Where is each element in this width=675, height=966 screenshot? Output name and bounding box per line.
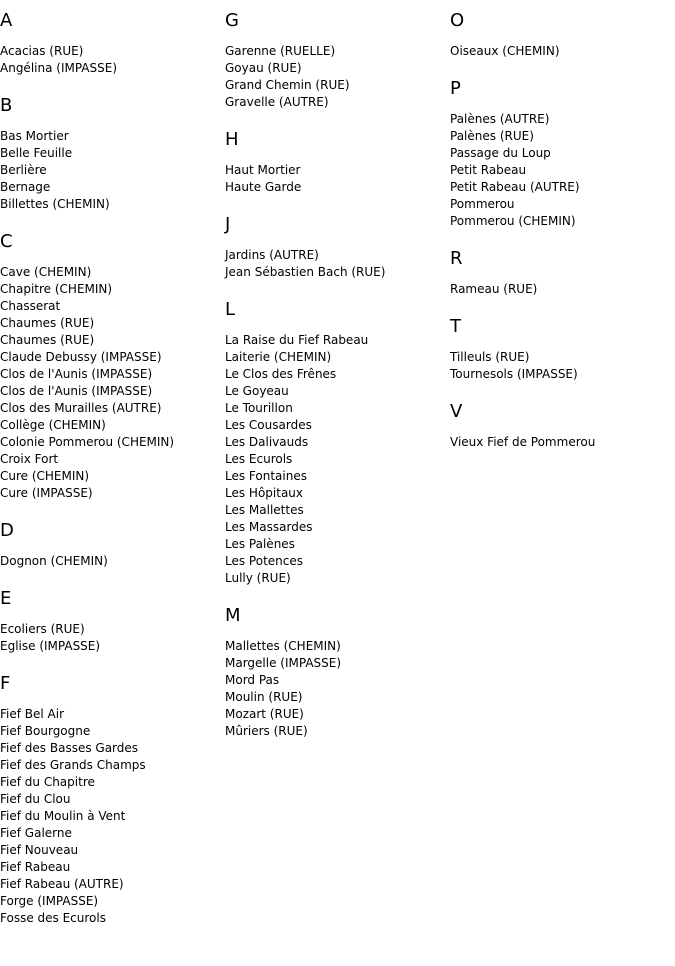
- street-link[interactable]: Jardins (AUTRE): [225, 248, 319, 262]
- street-link[interactable]: Mûriers (RUE): [225, 724, 308, 738]
- letter-group: [225, 129, 445, 196]
- index-column-3: [450, 10, 670, 469]
- street-link[interactable]: Cure (CHEMIN): [0, 469, 90, 483]
- street-link[interactable]: Les Massardes: [225, 520, 313, 534]
- letter-heading: B: [0, 95, 13, 116]
- letter-heading: P: [450, 78, 461, 99]
- letter-heading: V: [450, 401, 463, 422]
- street-link[interactable]: Fosse des Ecurols: [0, 911, 106, 925]
- street-link[interactable]: Bernage: [0, 180, 51, 194]
- street-link[interactable]: Fief du Chapitre: [0, 775, 95, 789]
- letter-group: [0, 588, 220, 655]
- street-link[interactable]: Chaumes (RUE): [0, 316, 95, 330]
- street-link[interactable]: Fief du Clou: [0, 792, 71, 806]
- letter-group: [450, 248, 670, 298]
- street-link[interactable]: Clos de l'Aunis (IMPASSE): [0, 384, 153, 398]
- letter-heading: L: [225, 299, 236, 320]
- letter-group: [225, 605, 445, 740]
- street-link[interactable]: Bas Mortier: [0, 129, 69, 143]
- street-link[interactable]: Belle Feuille: [0, 146, 73, 160]
- letter-group: [0, 10, 220, 77]
- street-link[interactable]: Les Fontaines: [225, 469, 307, 483]
- letter-heading: R: [450, 248, 463, 269]
- street-link[interactable]: Les Dalivauds: [225, 435, 309, 449]
- street-link[interactable]: Fief du Moulin à Vent: [0, 809, 126, 823]
- street-link[interactable]: Clos de l'Aunis (IMPASSE): [0, 367, 153, 381]
- street-link[interactable]: Ecoliers (RUE): [0, 622, 85, 636]
- street-link[interactable]: Tilleuls (RUE): [450, 350, 530, 364]
- street-link[interactable]: Passage du Loup: [450, 146, 551, 160]
- street-link[interactable]: Fief Galerne: [0, 826, 72, 840]
- letter-group: [450, 10, 670, 60]
- street-link[interactable]: Fief des Grands Champs: [0, 758, 146, 772]
- street-link[interactable]: Collège (CHEMIN): [0, 418, 106, 432]
- street-link[interactable]: Fief Bel Air: [0, 707, 65, 721]
- street-link[interactable]: Les Hôpitaux: [225, 486, 304, 500]
- letter-heading: M: [225, 605, 241, 626]
- street-link[interactable]: Les Palènes: [225, 537, 295, 551]
- street-link[interactable]: Cure (IMPASSE): [0, 486, 93, 500]
- street-link[interactable]: Eglise (IMPASSE): [0, 639, 101, 653]
- street-link[interactable]: Le Tourillon: [225, 401, 293, 415]
- street-link[interactable]: Mord Pas: [225, 673, 280, 687]
- street-link[interactable]: Mozart (RUE): [225, 707, 304, 721]
- index-column-2: [225, 10, 445, 758]
- street-link[interactable]: Vieux Fief de Pommerou: [450, 435, 596, 449]
- street-link[interactable]: Goyau (RUE): [225, 61, 302, 75]
- street-link[interactable]: Lully (RUE): [225, 571, 291, 585]
- street-link[interactable]: Chapitre (CHEMIN): [0, 282, 113, 296]
- street-link[interactable]: Oiseaux (CHEMIN): [450, 44, 560, 58]
- letter-heading: H: [225, 129, 239, 150]
- street-link[interactable]: Garenne (RUELLE): [225, 44, 336, 58]
- street-link[interactable]: Claude Debussy (IMPASSE): [0, 350, 162, 364]
- letter-group: [450, 78, 670, 230]
- street-link[interactable]: Mallettes (CHEMIN): [225, 639, 341, 653]
- letter-heading: J: [225, 214, 231, 235]
- street-link[interactable]: Le Goyeau: [225, 384, 289, 398]
- street-link[interactable]: Berlière: [0, 163, 47, 177]
- street-link[interactable]: Pommerou: [450, 197, 515, 211]
- letter-group: [450, 401, 670, 451]
- street-link[interactable]: Le Clos des Frênes: [225, 367, 337, 381]
- street-link[interactable]: Les Potences: [225, 554, 303, 568]
- street-link[interactable]: Angélina (IMPASSE): [0, 61, 118, 75]
- street-link[interactable]: Jean Sébastien Bach (RUE): [225, 265, 386, 279]
- street-link[interactable]: Pommerou (CHEMIN): [450, 214, 576, 228]
- street-link[interactable]: Les Cousardes: [225, 418, 312, 432]
- letter-group: [0, 673, 220, 927]
- street-link[interactable]: Palènes (AUTRE): [450, 112, 550, 126]
- street-link[interactable]: Margelle (IMPASSE): [225, 656, 342, 670]
- letter-group: [225, 10, 445, 111]
- street-link[interactable]: Moulin (RUE): [225, 690, 303, 704]
- letter-group: [0, 95, 220, 213]
- street-link[interactable]: Petit Rabeau: [450, 163, 527, 177]
- street-link[interactable]: Les Mallettes: [225, 503, 304, 517]
- letter-heading: A: [0, 10, 13, 31]
- letter-group: [0, 231, 220, 502]
- street-link[interactable]: Dognon (CHEMIN): [0, 554, 108, 568]
- street-link[interactable]: Colonie Pommerou (CHEMIN): [0, 435, 175, 449]
- street-link[interactable]: Haut Mortier: [225, 163, 301, 177]
- letter-group: [225, 299, 445, 587]
- letter-heading: D: [0, 520, 14, 541]
- street-link[interactable]: La Raise du Fief Rabeau: [225, 333, 369, 347]
- street-link[interactable]: Palènes (RUE): [450, 129, 534, 143]
- letter-group: [0, 520, 220, 570]
- letter-group: [450, 316, 670, 383]
- street-link[interactable]: Croix Fort: [0, 452, 59, 466]
- letter-heading: O: [450, 10, 465, 31]
- street-link[interactable]: Billettes (CHEMIN): [0, 197, 110, 211]
- street-link[interactable]: Fief Nouveau: [0, 843, 79, 857]
- letter-heading: G: [225, 10, 239, 31]
- letter-heading: C: [0, 231, 13, 252]
- street-link[interactable]: Fief des Basses Gardes: [0, 741, 139, 755]
- letter-heading: T: [450, 316, 461, 337]
- street-link[interactable]: Chaumes (RUE): [0, 333, 95, 347]
- street-link[interactable]: Fief Bourgogne: [0, 724, 91, 738]
- letter-heading: F: [0, 673, 11, 694]
- street-link[interactable]: Clos des Murailles (AUTRE): [0, 401, 162, 415]
- letter-group: [225, 214, 445, 281]
- street-link[interactable]: Acacias (RUE): [0, 44, 84, 58]
- street-link[interactable]: Haute Garde: [225, 180, 302, 194]
- letter-heading: E: [0, 588, 12, 609]
- street-link[interactable]: Cave (CHEMIN): [0, 265, 92, 279]
- street-link[interactable]: Les Ecurols: [225, 452, 293, 466]
- index-column-1: [0, 10, 220, 945]
- street-link[interactable]: Fief Rabeau: [0, 860, 71, 874]
- street-link[interactable]: Tournesols (IMPASSE): [450, 367, 578, 381]
- street-link[interactable]: Chasserat: [0, 299, 61, 313]
- street-link[interactable]: Gravelle (AUTRE): [225, 95, 329, 109]
- street-link[interactable]: Rameau (RUE): [450, 282, 538, 296]
- street-link[interactable]: Laiterie (CHEMIN): [225, 350, 332, 364]
- street-link[interactable]: Forge (IMPASSE): [0, 894, 99, 908]
- street-link[interactable]: Petit Rabeau (AUTRE): [450, 180, 580, 194]
- street-link[interactable]: Grand Chemin (RUE): [225, 78, 350, 92]
- street-link[interactable]: Fief Rabeau (AUTRE): [0, 877, 124, 891]
